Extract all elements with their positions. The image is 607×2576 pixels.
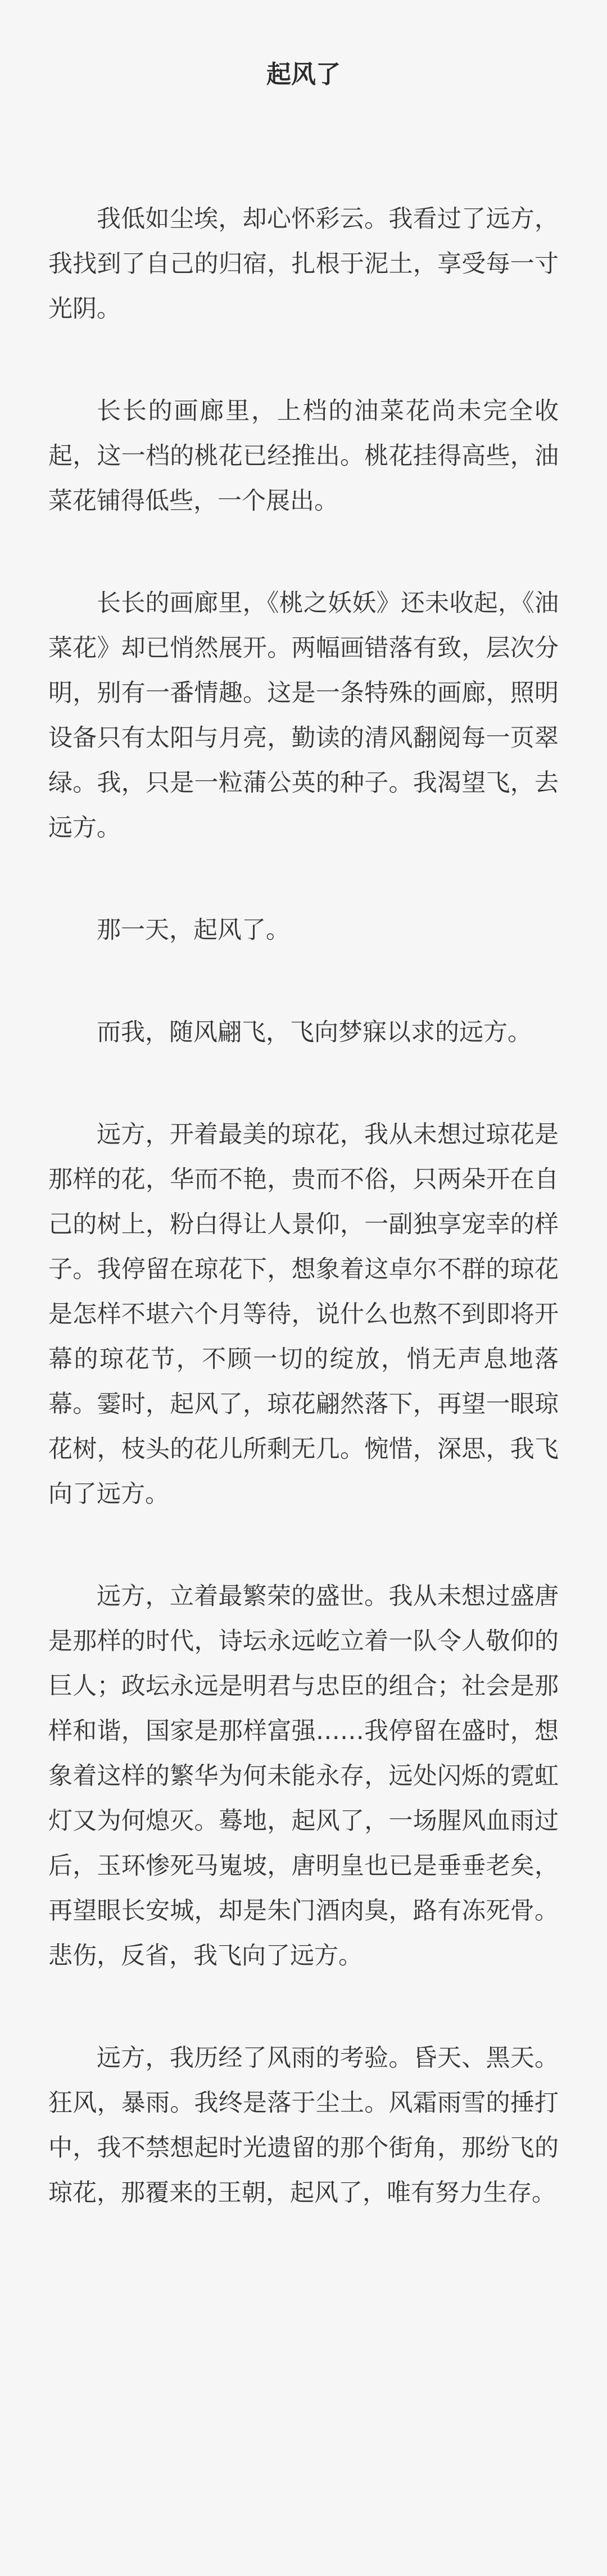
paragraph: 远方，开着最美的琼花，我从未想过琼花是那样的花，华而不艳，贵而不俗，只两朵开在自己的树上，粉白得让人景仰，一副独享宠幸的样子。我停留在琼花下，想象着这卓尔不群的琼花是怎样不堪六个月等待，说什么也熬不到即将开幕的琼花节，不顾一切的绽放，悄无声息地落幕。霎时，起风了，琼花翩然落下，再望一眼琼花树，枝头的花儿所剩无几。惋惜，深思，我飞向了远方。 — [48, 1121, 559, 1508]
paragraph: 长长的画廊里，上档的油菜花尚未完全收起，这一档的桃花已经推出。桃花挂得高些，油菜花铺得低些，一个展出。 — [48, 397, 559, 515]
paragraph: 远方，立着最繁荣的盛世。我从未想过盛唐是那样的时代，诗坛永远屹立着一队令人敬仰的巨人；政坛永远是明君与忠臣的组合；社会是那样和谐，国家是那样富强……我停留在盛时，想象着这样的繁华为何未能永存，远处闪烁的霓虹灯又为何熄灭。蓦地，起风了，一场腥风血雨过后，玉环惨死马嵬坡，唐明皇也已是垂垂老矣，再望眼长安城，却是朱门酒肉臭，路有冻死骨。悲伤，反省，我飞向了远方。 — [48, 1582, 559, 1970]
article-title: 起风了 — [266, 60, 341, 89]
paragraph: 长长的画廊里，《桃之妖妖》还未收起，《油菜花》却已悄然展开。两幅画错落有致，层次分明，别有一番情趣。这是一条特殊的画廊，照明设备只有太阳与月亮，勤读的清风翻阅每一页翠绿。我，只是一粒蒲公英的种子。我渴望飞，去远方。 — [48, 589, 559, 842]
article-body — [48, 197, 559, 2215]
paragraph: 那一天，起风了。 — [97, 916, 290, 944]
paragraph: 我低如尘埃，却心怀彩云。我看过了远方，我找到了自己的归宿，扎根于泥土，享受每一寸光阴。 — [48, 205, 559, 323]
paragraph: 远方，我历经了风雨的考验。昏天、黑天。狂风，暴雨。我终是落于尘土。风霜雨雪的捶打中，我不禁想起时光遗留的那个街角，那纷飞的琼花，那覆来的王朝，起风了，唯有努力生存。 — [48, 2044, 559, 2207]
paragraph: 而我，随风翩飞，飞向梦寐以求的远方。 — [97, 1018, 532, 1046]
